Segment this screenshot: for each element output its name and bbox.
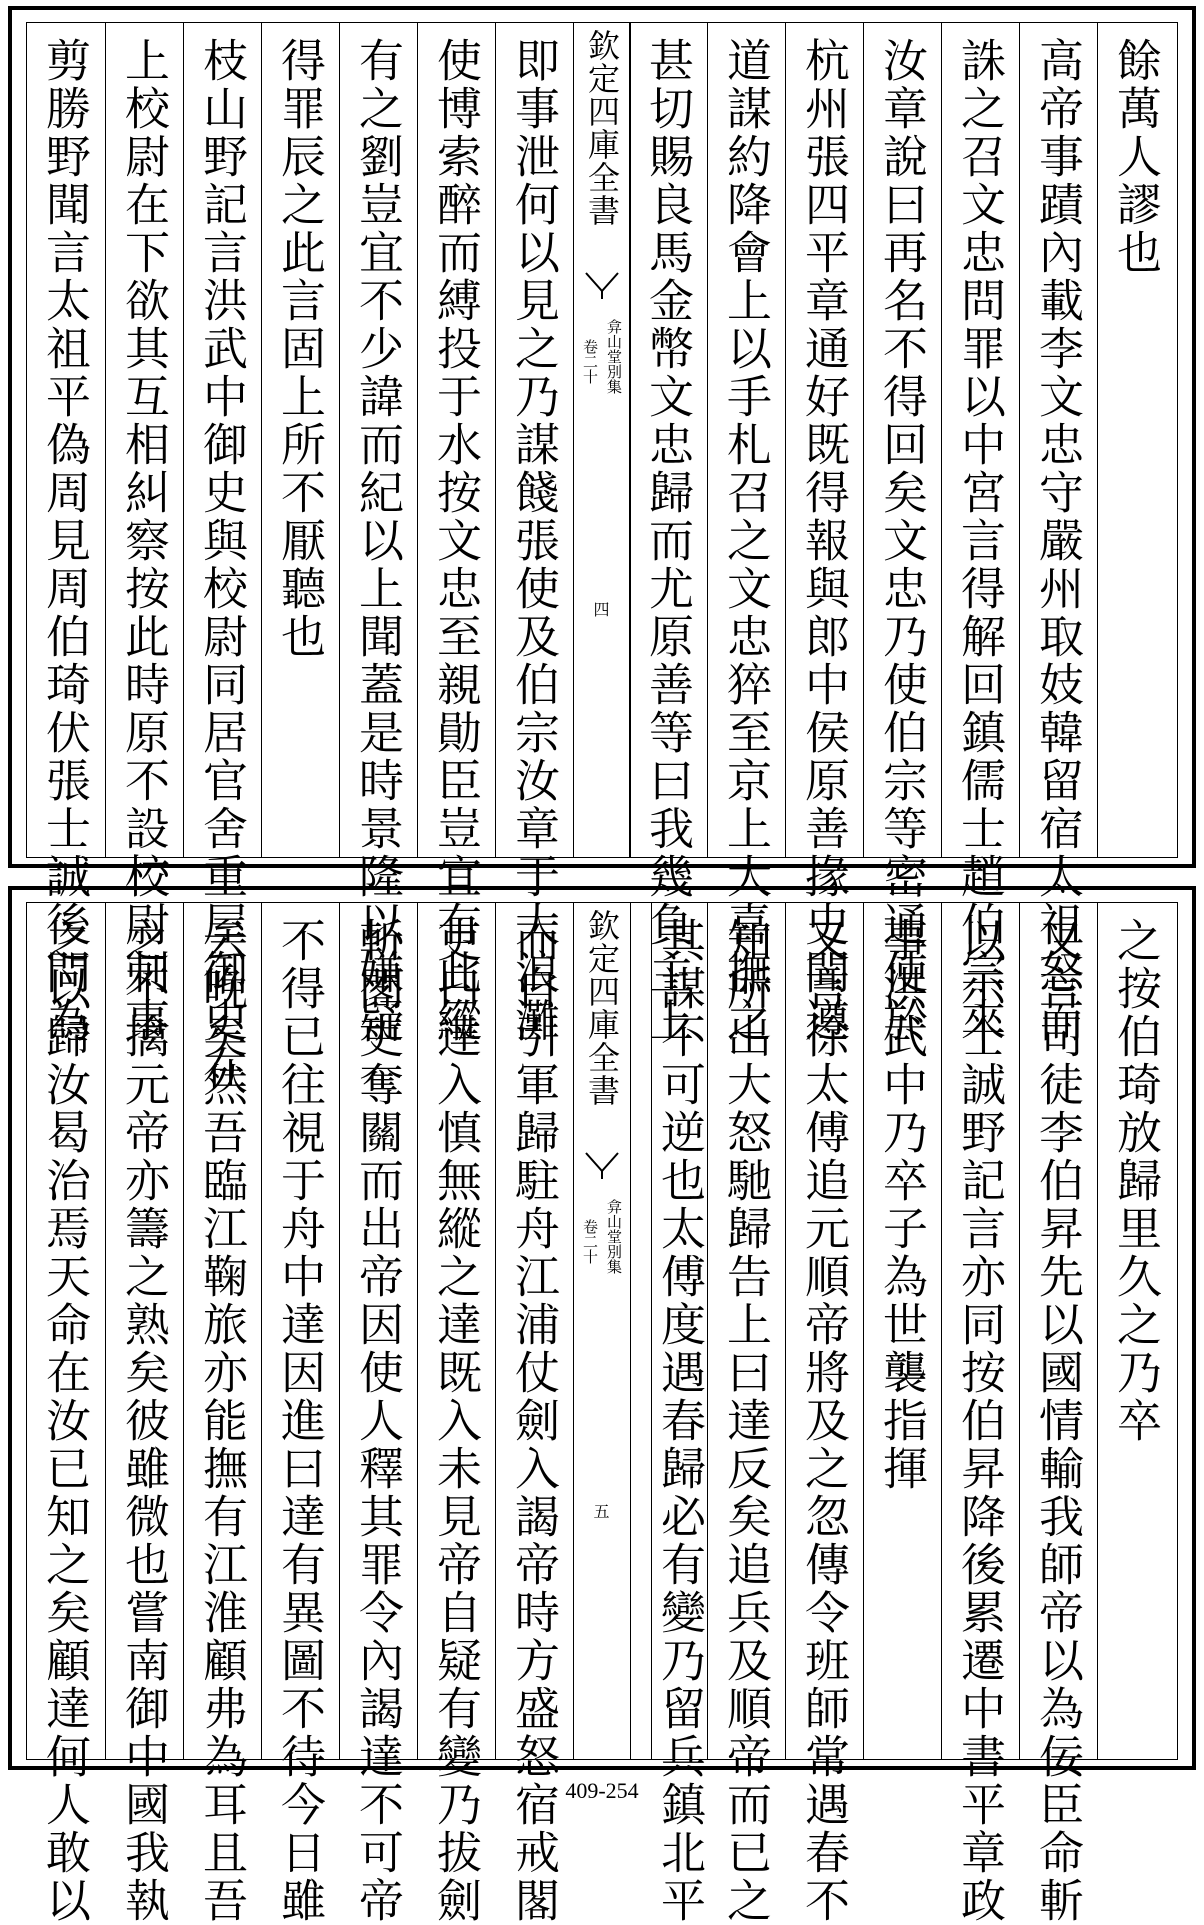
column-text: 之以歸汝曷治焉天命在汝已知之矣顧達何人敢以 (38, 917, 91, 1925)
column-text: 又言徐太傅追元順帝將及之忽傳令班師常遇春不 (797, 917, 850, 1925)
text-column (183, 903, 262, 1925)
text-column (417, 23, 496, 1045)
text-column (1097, 23, 1176, 857)
text-column (1019, 903, 1098, 1925)
column-text: 得罪辰之此言固上所不厭聽也 (273, 37, 326, 661)
column-text: 不得已往視于舟中達因進曰達有異圖不待今日雖 (273, 917, 326, 1925)
text-column (27, 23, 105, 1045)
text-column (941, 23, 1020, 1045)
text-column (629, 23, 708, 1045)
volume-label: 卷二十 (581, 339, 599, 384)
text-column (105, 23, 184, 1045)
column-text: 有之劉豈宜不少諱而紀以上聞蓋是時景隆以嫌疑 (351, 37, 404, 1045)
book-title: 欽定四庫全書 (583, 909, 621, 1107)
column-text: 之按伯琦放歸里久之乃卒 (1109, 917, 1162, 1445)
column-text: 使博索醉而縛投于水按文忠至親勛臣豈宜有此縱 (429, 37, 482, 1045)
text-column (417, 903, 496, 1925)
column-text: 誅之召文忠問罪以中宮言得解回鎮儒士趙伯宗來 (953, 37, 1006, 1045)
text-column (27, 903, 105, 1925)
text-column (495, 23, 574, 1045)
collection-title: 弇山堂別集 (605, 319, 623, 394)
column-text: 餘萬人謬也 (1109, 37, 1162, 277)
column-text: 事洪武中乃卒子為世襲指揮 (875, 917, 928, 1493)
text-column (863, 903, 942, 1759)
text-column (651, 903, 708, 1925)
column-text: 吏曰達入慎無縱之達既入未見帝自疑有變乃拔劍 (429, 917, 482, 1925)
column-text: 剪勝野聞言太祖平偽周見周伯琦伏張士誠後問為 (38, 37, 91, 1045)
text-column (707, 23, 786, 1045)
book-title: 欽定四庫全書 (583, 29, 621, 227)
column-text: 云晚矣然吾臨江鞠旅亦能撫有江淮顧弗為耳且吾 (195, 917, 248, 1925)
column-text: 之不擒元帝亦籌之熟矣彼雖微也嘗南御中國我執 (117, 917, 170, 1925)
fish-tail-mark-icon (584, 269, 620, 299)
text-column-spacer (629, 903, 651, 1759)
text-column (863, 23, 942, 1045)
volume-label: 卷二十 (581, 1219, 599, 1264)
text-column (495, 903, 574, 1925)
fish-tail-mark-icon (584, 1149, 620, 1179)
center-fold-band (573, 23, 631, 857)
text-column (785, 903, 864, 1925)
page-border (8, 6, 1196, 1093)
column-text: 道謀約降會上以手札召之文忠猝至京上大喜撫之 (719, 37, 772, 1045)
collection-title: 弇山堂別集 (605, 1199, 623, 1274)
text-column (105, 903, 184, 1925)
text-column (339, 23, 418, 1045)
text-column (1097, 903, 1176, 1759)
column-text: 知所出大怒馳歸告上曰達反矣追兵及順帝而已之 (719, 917, 772, 1925)
text-frame (26, 22, 1178, 1093)
column-text: 斬閣吏奪關而出帝因使人釋其罪令內謁達不可帝 (351, 917, 404, 1925)
page-number: 五 (591, 1503, 610, 1519)
column-text: 而自引軍歸駐舟江浦仗劍入謁帝時方盛怒宿戒閣 (507, 917, 560, 1925)
column-text: 汝章說曰再名不得回矣文忠乃使伯宗等密通使於 (875, 37, 928, 1045)
text-column (941, 903, 1020, 1925)
text-column (785, 23, 864, 1045)
center-fold-band (573, 903, 631, 1759)
column-text: 以示士誠野記言亦同按伯昇降後累遷中書平章政 (953, 917, 1006, 1925)
column-text: 高帝事蹟內載李文忠守嚴州取妓韓留宿太祖怒而 (1031, 37, 1084, 1045)
text-column (707, 903, 786, 1925)
column-text: 甚切賜良馬金幣文忠歸而尤原善等曰我幾負主上 (641, 37, 694, 1045)
column-text: 枝山野記言洪武中御史與校尉同居官舍重屋御史在 (195, 37, 248, 1093)
footer-page-code: 409-254 (565, 1778, 639, 1803)
text-column (1019, 23, 1098, 1045)
column-text: 杭州張四平章通好既得報與郎中侯原善掾史聞遵 (797, 37, 850, 1045)
column-text: 其謀不可逆也太傅度遇春歸必有變乃留兵鎮北平 (653, 917, 706, 1925)
page-number: 四 (591, 601, 610, 617)
text-column (261, 23, 340, 857)
column-text: 上校尉在下欲其互相糾察按此時原不設校尉刺事 (117, 37, 170, 1045)
text-column (261, 903, 340, 1925)
text-column (183, 23, 262, 1093)
text-column (339, 903, 418, 1925)
column-text: 即事泄何以見之乃謀餞張使及伯宗汝章于大浪灘 (507, 37, 560, 1045)
column-text: 又言司徒李伯昇先以國情輸我師帝以為佞臣命斬 (1031, 917, 1084, 1925)
